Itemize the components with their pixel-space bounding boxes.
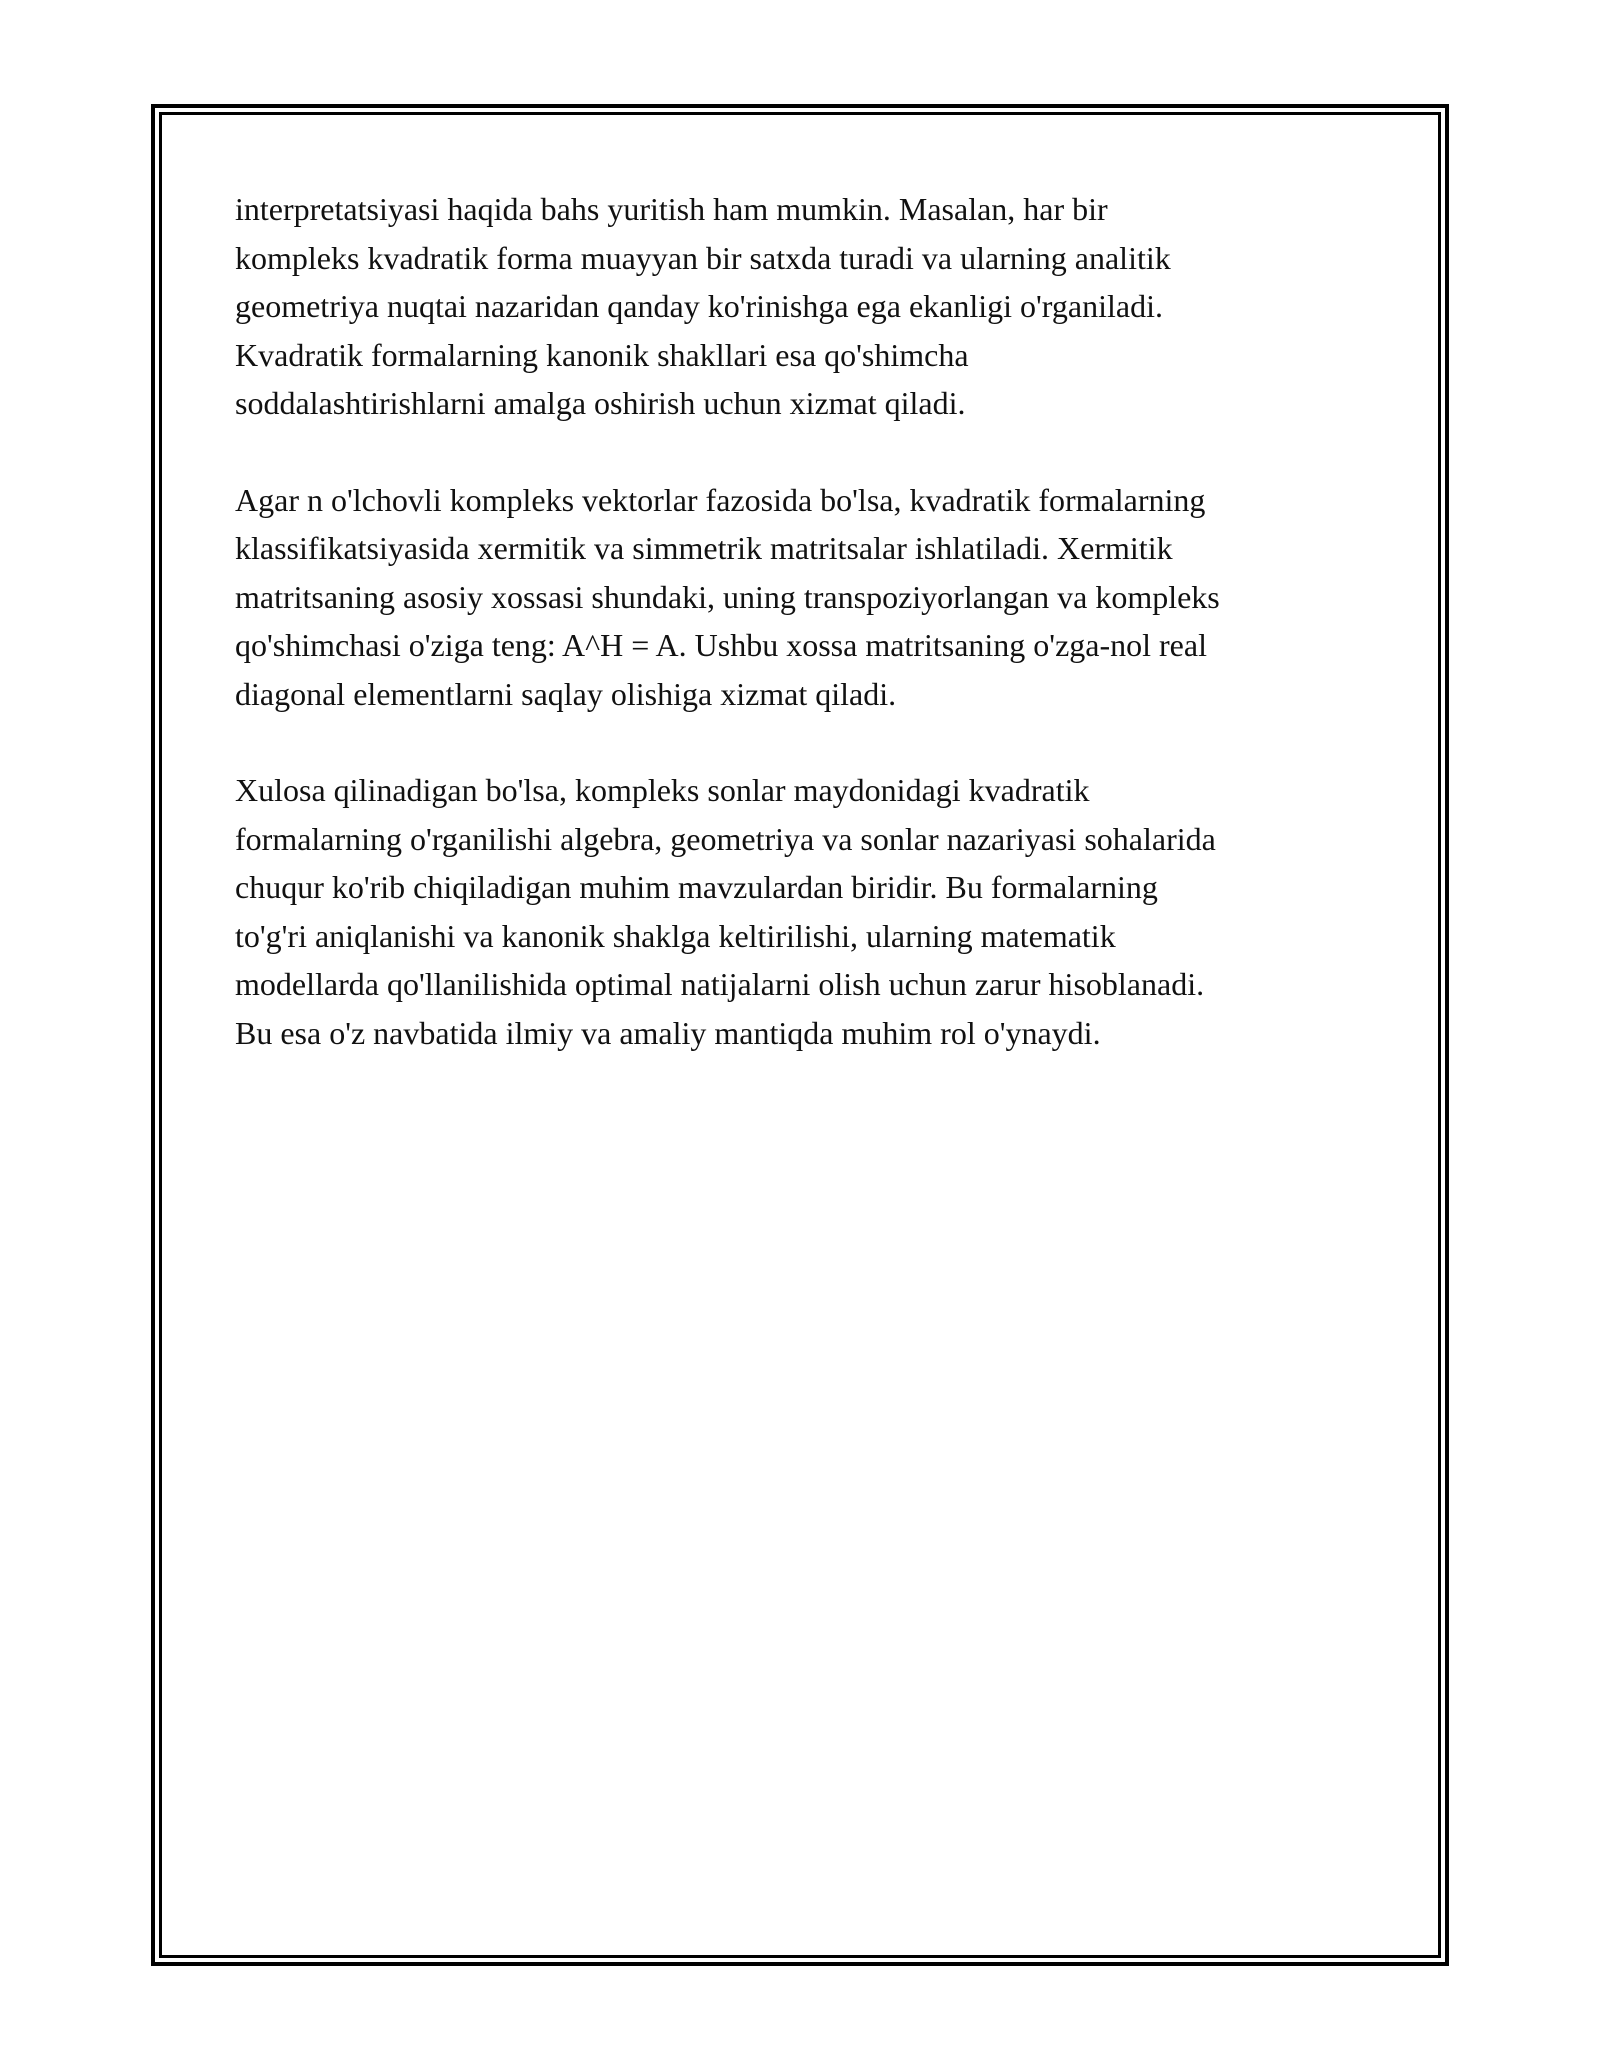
text-line: Agar n o'lchovli kompleks vektorlar fazosida bo'lsa, kvadratik formalarning xyxy=(235,481,1206,518)
text-line: Xulosa qilinadigan bo'lsa, kompleks sonlar maydonidagi kvadratik xyxy=(235,772,1090,808)
text-line: Bu esa o'z navbatida ilmiy va amaliy mantiqda muhim rol o'ynaydi. xyxy=(235,1014,1101,1051)
text-line: to'g'ri aniqlanishi va kanonik shaklga keltirilishi, ularning matematik xyxy=(235,917,1116,954)
text-line: kompleks kvadratik forma muayyan bir satxda turadi va ularning analitik xyxy=(235,239,1171,276)
text-line: diagonal elementlarni saqlay olishiga xizmat qiladi. xyxy=(235,675,897,712)
text-line: qo'shimchasi o'ziga teng: A^H = A. Ushbu xossa matritsaning o'zga-nol real xyxy=(235,627,1207,663)
text-line: soddalashtirishlarni amalga oshirish uchun xizmat qiladi. xyxy=(235,385,966,421)
text-line: chuqur ko'rib chiqiladigan muhim mavzulardan biridir. Bu formalarning xyxy=(235,869,1158,905)
document-body xyxy=(235,185,1385,1105)
paragraph-2 xyxy=(235,476,1385,719)
text-line: matritsaning asosiy xossasi shundaki, uning transpoziyorlangan va kompleks xyxy=(235,578,1220,615)
text-line: Kvadratik formalarning kanonik shakllari esa qo'shimcha xyxy=(235,336,969,373)
text-line: formalarning o'rganilishi algebra, geometriya va sonlar nazariyasi sohalarida xyxy=(235,820,1216,857)
text-line: geometriya nuqtai nazaridan qanday ko'rinishga ega ekanligi o'rganiladi. xyxy=(235,288,1163,324)
text-line: klassifikatsiyasida xermitik va simmetrik matritsalar ishlatiladi. Xermitik xyxy=(235,530,1173,566)
text-line: interpretatsiyasi haqida bahs yuritish ham mumkin. Masalan, har bir xyxy=(235,191,1108,227)
text-line: modellarda qo'llanilishida optimal natijalarni olish uchun zarur hisoblanadi. xyxy=(235,966,1205,1002)
paragraph-3 xyxy=(235,766,1385,1057)
paragraph-1 xyxy=(235,185,1385,428)
